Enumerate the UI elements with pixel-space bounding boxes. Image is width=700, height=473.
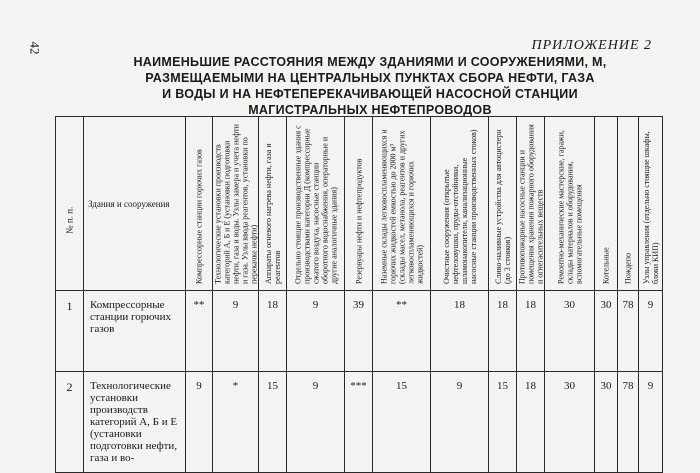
cell: 39 — [345, 291, 373, 372]
table-row — [56, 291, 663, 372]
cell: 18 — [489, 291, 517, 372]
header-col-2: Технологические установки производств категорий А, Б и Е (установки подготовки нефти, газа и воды. Узлы замера и учета нефти и газа. Узлы ввода реагентов, установки по перекачке нефти) — [213, 117, 259, 291]
title-line: НАИМЕНЬШИЕ РАССТОЯНИЯ МЕЖДУ ЗДАНИЯМИ И СООРУЖЕНИЯМИ, М, — [133, 55, 607, 69]
cell: 18 — [259, 291, 287, 372]
cell: ** — [186, 291, 213, 372]
row-name: Технологические установки производств категорий А, Б и Е (установки подготовки нефти, газа и во- — [84, 372, 186, 473]
cell: 18 — [431, 291, 489, 372]
header-col-6: Наземные склады легковоспламеняющихся и горючих жидкостей емкостью до 2000 м³ (склады масел, метанола, реагентов и других легковоспламеняющихся и горючих жидкостей) — [373, 117, 431, 291]
cell: 15 — [373, 372, 431, 473]
page-number: 42 — [27, 41, 43, 55]
cell: 18 — [517, 291, 545, 372]
cell: 15 — [259, 372, 287, 473]
header-col-12: Пождепо — [618, 117, 639, 291]
header-number: № п. п. — [56, 117, 84, 291]
cell: 78 — [618, 372, 639, 473]
cell: 30 — [595, 291, 618, 372]
cell: 15 — [489, 372, 517, 473]
header-col-4: Отдельно стоящие производственные здания с производствами категории Д (компрессорные сжатого воздуха, насосные станции оборотного водоснабжения, операторные и другие аналогичные здания) — [287, 117, 345, 291]
row-number: 2 — [56, 372, 84, 473]
cell: * — [213, 372, 259, 473]
header-col-5: Резервуары нефти и нефтепродуктов — [345, 117, 373, 291]
cell: 30 — [545, 291, 595, 372]
table-row — [56, 372, 663, 473]
title-line: И ВОДЫ И НА НЕФТЕПЕРЕКАЧИВАЮЩЕЙ НАСОСНОЙ СТАНЦИИ — [162, 87, 578, 101]
document-title — [110, 54, 630, 118]
cell: 9 — [287, 291, 345, 372]
header-col-8: Сливо-наливные устройства для автоцистерн (до 3 стояков) — [489, 117, 517, 291]
header-col-1: Компрессорные станции горючих газов — [186, 117, 213, 291]
title-line: РАЗМЕЩАЕМЫМИ НА ЦЕНТРАЛЬНЫХ ПУНКТАХ СБОРА НЕФТИ, ГАЗА — [145, 71, 595, 85]
header-buildings: Здания и сооружения — [84, 117, 186, 291]
cell: 30 — [545, 372, 595, 473]
cell: 9 — [639, 291, 663, 372]
distances-table — [55, 116, 663, 473]
title-line: МАГИСТРАЛЬНЫХ НЕФТЕПРОВОДОВ — [248, 103, 492, 117]
header-col-13: Узлы управления (отдельно стоящие шкафы, блоки КИП) — [639, 117, 663, 291]
cell: 9 — [431, 372, 489, 473]
cell: 30 — [595, 372, 618, 473]
cell: ** — [373, 291, 431, 372]
header-col-3: Аппараты огневого нагрева нефти, газа и реагентов — [259, 117, 287, 291]
appendix-label: ПРИЛОЖЕНИЕ 2 — [531, 38, 652, 53]
header-col-11: Котельные — [595, 117, 618, 291]
header-col-9: Противопожарные насосные станции и помещения хранения пожарного оборудования и огнегасительных веществ — [517, 117, 545, 291]
row-name: Компрессорные станции горючих газов — [84, 291, 186, 372]
header-col-10: Ремонтно-механические мастерские, гаражи, склады материалов и оборудования, вспомогательные помещения — [545, 117, 595, 291]
cell: 9 — [287, 372, 345, 473]
cell: 18 — [517, 372, 545, 473]
row-number: 1 — [56, 291, 84, 372]
header-col-7: Очистные сооружения (открытые нефтеловушки, пруды-отстойники, шламонакопители, канализационные насосные станции производственных стоков) — [431, 117, 489, 291]
cell: 9 — [639, 372, 663, 473]
cell: 78 — [618, 291, 639, 372]
cell: *** — [345, 372, 373, 473]
cell: 9 — [213, 291, 259, 372]
cell: 9 — [186, 372, 213, 473]
